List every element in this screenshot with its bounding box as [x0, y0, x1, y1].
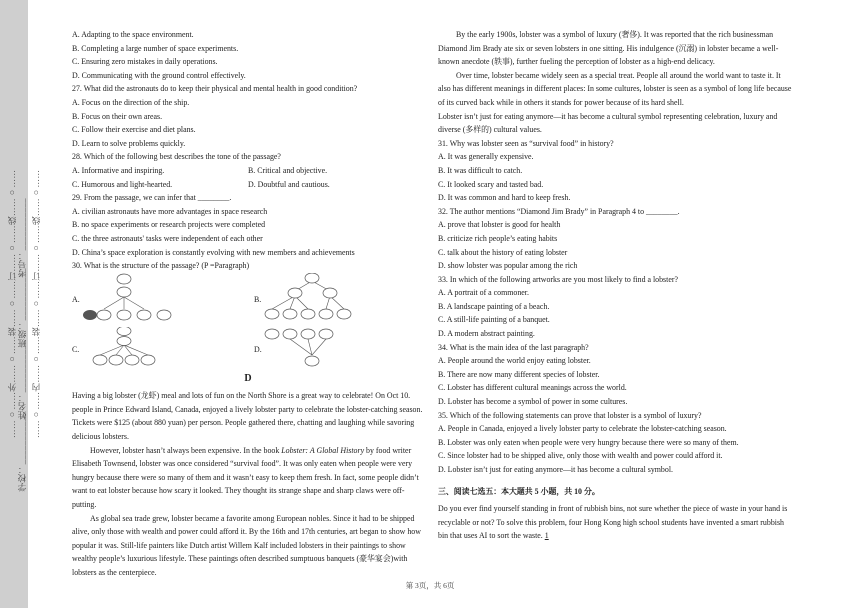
text-line: C. Follow their exercise and diet plans.: [72, 125, 196, 135]
passage-paragraph-2: [72, 444, 424, 512]
class-field: 班级：___________: [17, 268, 27, 348]
text-line: D. Lobster has become a symbol of power in some cultures.: [438, 397, 628, 407]
text-line: D. A modern abstract painting.: [438, 329, 535, 339]
text-line: B. Lobster was only eaten when people were very hungry because there were so many of them.: [438, 437, 739, 447]
page-footer: 第 3页，共 6页: [405, 581, 455, 590]
structure-diagram-c: [82, 327, 192, 369]
text-line: A. Adapting to the space environment.: [72, 30, 194, 39]
text-line: D. It was common and hard to keep fresh.: [438, 193, 571, 203]
text-line: D. show lobster was popular among the rich: [438, 261, 578, 271]
text-line: A. civilian astronauts have more advantages in space research: [72, 206, 268, 216]
text-line: B. Focus on their own areas.: [72, 111, 163, 121]
text-line: A. It was generally expensive.: [438, 152, 534, 162]
text-line: A. Focus on the direction of the ship.: [72, 97, 190, 107]
question-33: 33. In which of the following artworks are you most likely to find a lobster?: [438, 274, 678, 284]
question-28: 28. Which of the following best describes the tone of the passage?: [72, 152, 281, 162]
option-label: D.: [254, 344, 262, 354]
exam-number-field: 考号：___________: [17, 198, 27, 278]
text-line: B. Completing a large number of space experiments.: [72, 43, 239, 53]
paragraph-text: However, lobster hasn’t always been expensive. In the book: [90, 445, 282, 455]
left-column: [72, 28, 424, 580]
q28-options-row: [72, 164, 424, 178]
text-line: D. Communicating with the ground control effectively.: [72, 70, 246, 80]
question-34: 34. What is the main idea of the last paragraph?: [438, 342, 589, 352]
structure-diagram-d: [260, 327, 370, 369]
text-line: C. talk about the history of eating lobster: [438, 247, 568, 257]
text-line: C. Since lobster had to be shipped alive, only those with wealth and power could afford it.: [438, 451, 723, 461]
text-line: B. A landscape painting of a beach.: [438, 301, 550, 311]
text-line: B. It was difficult to catch.: [438, 165, 523, 175]
structure-diagrams-row-2: [72, 327, 424, 369]
structure-diagram-a: [82, 273, 192, 327]
option-label: C.: [72, 344, 80, 354]
question-31: 31. Why was lobster seen as “survival food” in history?: [438, 138, 614, 148]
blank-1: 1: [544, 531, 549, 541]
text-line: C. the three astronauts' tasks were independent of each other: [72, 233, 263, 243]
passage-paragraph-4: By the early 1900s, lobster was a symbol of luxury (奢侈). It was reported that the rich businessman Diamond Jim Brady ate six or seven lobsters in one sitting. His indulgence (沉溺) in lobster became a well-known anecdote (轶事), further fueling the perception of lobster as a high-end delicacy.: [438, 30, 779, 67]
option-text: A. Informative and inspiring.: [72, 165, 165, 175]
paragraph-text: by food writer Elisabeth Townsend, lobster was once considered “survival food”. It was only eaten when people were very hungry because there were so many of them and it wasn’t easy to keep them fresh. In fact, some people didn’t want to eat lobster because how scary it looked. They thought its strange shape and sharp claws were off-putting.: [72, 445, 419, 510]
text-line: C. Ensuring zero mistakes in daily operations.: [72, 57, 218, 67]
q28-options-row: [72, 178, 424, 192]
question-29: 29. From the passage, we can infer that ________.: [72, 193, 232, 203]
option-text: C. Humorous and light-hearted.: [72, 179, 173, 189]
text-line: B. There are now many different species of lobster.: [438, 369, 600, 379]
outer-binding-line: ……○……外……○……装……○……订……○……线……○……: [7, 169, 17, 439]
passage-paragraph-1: Having a big lobster (龙虾) meal and lots of fun on the North Shore is a great way to celebrate! On Oct 10. people in Prince Edward Island, Canada, enjoyed a lively lobster party to celebrate the lobster-catching season. Tickets were $125 (about 880 yuan) per person. People gathered there, chatting and laughing while savoring delicious lobsters.: [72, 391, 423, 442]
text-line: A. People in Canada, enjoyed a lively lobster party to celebrate the lobster-catching season.: [438, 424, 727, 434]
passage-paragraph-7: [438, 502, 792, 543]
text-line: C. Lobster has different cultural meanings across the world.: [438, 383, 627, 393]
passage-paragraph-6: Lobster isn’t just for eating anymore—it has become a cultural symbol representing celebration, luxury and diverse (多样的) cultural values.: [438, 111, 778, 135]
question-30: 30. What is the structure of the passage? (P =Paragraph): [72, 261, 250, 271]
text-line: C. It looked scary and tasted bad.: [438, 179, 544, 189]
text-line: B. no space experiments or research projects were completed: [72, 220, 266, 230]
text-line: D. Learn to solve problems quickly.: [72, 138, 186, 148]
option-text: B. Critical and objective.: [248, 165, 328, 175]
passage-paragraph-5: Over time, lobster became widely seen as a special treat. People all around the world want to taste it. It also has different meanings in different places: In some cultures, lobster is seen as a symbol of long life because of its curved back while in others it stands for power because of its hard shell.: [438, 70, 792, 107]
name-field: 姓名：___________: [17, 340, 27, 420]
text-line: D. China’s space exploration is constantly evolving with new members and achievements: [72, 247, 355, 257]
section-seven-heading: 三、阅读七选五：本大题共 5 小题，共 10 分。: [438, 486, 600, 496]
text-line: B. criticize rich people’s eating habits: [438, 233, 558, 243]
structure-diagram-b: [260, 273, 370, 327]
option-label: A.: [72, 294, 80, 304]
text-line: A. People around the world enjoy eating lobster.: [438, 356, 591, 366]
paragraph-text: Do you ever find yourself standing in front of rubbish bins, not sure whether the piece of waste in your hand is recyclable or not? To solve this problem, four Hong Kong high school students have invented a smart rubbish bin that uses AI to sort the waste.: [438, 504, 788, 541]
passage-paragraph-3: As global sea trade grew, lobster became a favorite among European nobles. Since it had to be shipped alive, only those with wealth and power could afford it. By the 16th and 17th centuries, art began to show how popular it was. Still-life painters like Dutch artist Willem Kalf included lobsters in their paintings to show wealthy people’s luxurious lifestyle. These paintings often described sumptuous banquets (豪华宴会)with lobsters as the centerpiece.: [72, 513, 421, 577]
option-text: D. Doubtful and cautious.: [248, 179, 330, 189]
text-line: A. prove that lobster is good for health: [438, 220, 561, 230]
inner-binding-line: ……○……内……○……装……○……订……○……线……○……: [31, 169, 41, 439]
question-35: 35. Which of the following statements can prove that lobster is a symbol of luxury?: [438, 410, 702, 420]
section-d-heading: D: [244, 372, 252, 384]
text-line: A. A portrait of a commoner.: [438, 288, 529, 298]
option-label: B.: [254, 294, 262, 304]
book-title: Lobster: A Global History: [281, 445, 365, 455]
structure-diagrams-row-1: [72, 273, 424, 327]
question-32: 32. The author mentions “Diamond Jim Brady” in Paragraph 4 to ________.: [438, 206, 680, 216]
right-column: [438, 28, 792, 543]
binding-margin: [0, 0, 58, 608]
question-27: 27. What did the astronauts do to keep their physical and mental health in good condition?: [72, 84, 358, 94]
inner-binding-strip: [28, 0, 58, 608]
text-line: D. Lobster isn’t just for eating anymore—it has become a cultural symbol.: [438, 465, 673, 474]
school-field: 学校：___________: [17, 412, 27, 492]
text-line: C. A still-life painting of a banquet.: [438, 315, 550, 325]
